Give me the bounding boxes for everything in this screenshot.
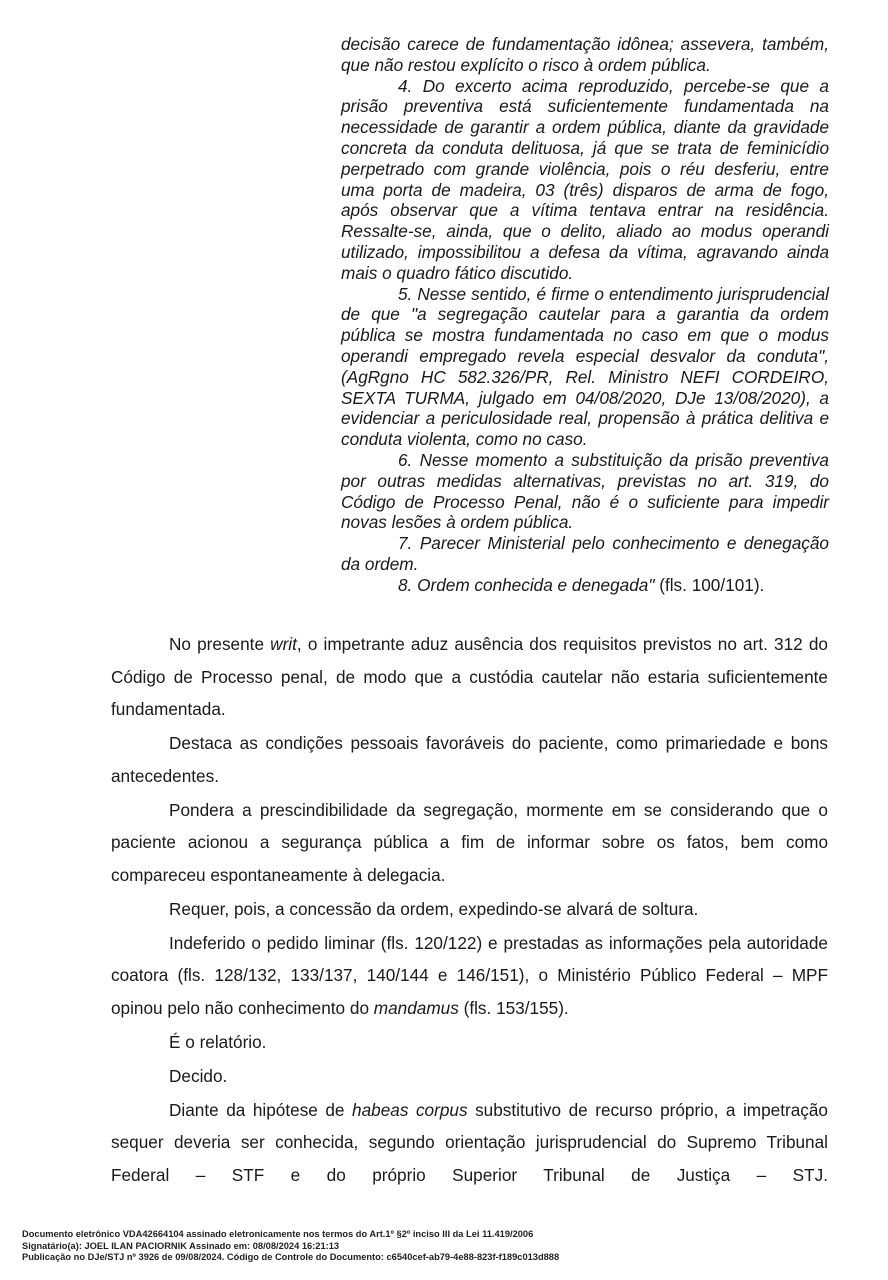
body-paragraph (111, 628, 828, 726)
body-text: , o impetrante aduz ausência dos requisitos previstos no art. 312 do Código de Processo penal, de modo que a custódia cautelar não estaria suficientemente fundamentada. (111, 634, 828, 719)
body-emphasis: habeas corpus (352, 1099, 468, 1120)
quote-paragraph: 6. Nesse momento a substituição da prisão preventiva por outras medidas alternativas, previstas no art. 319, do Código de Processo Penal, não é o suficiente para impedir novas lesões à ordem pública. (341, 449, 829, 533)
body-paragraph: É o relatório. (169, 1031, 267, 1052)
quote-paragraph: 7. Parecer Ministerial pelo conhecimento e denegação da ordem. (341, 533, 829, 574)
document-body (111, 628, 828, 1193)
signature-footer (22, 1229, 559, 1264)
body-emphasis: mandamus (373, 997, 459, 1018)
footer-line: Signatário(a): JOEL ILAN PACIORNIK Assinado em: 08/08/2024 16:21:13 (22, 1240, 340, 1251)
body-text: substitutivo de recurso próprio, a impetração sequer deveria ser conhecida, segundo orientação jurisprudencial do Supremo Tribunal Federal – STF e do próprio Superior Tribunal de Justiça – STJ. (111, 1099, 828, 1185)
body-paragraph: Destaca as condições pessoais favoráveis do paciente, como primariedade e bons antecedentes. (111, 733, 828, 786)
quoted-excerpt (341, 34, 829, 596)
footer-line: Publicação no DJe/STJ nº 3926 de 09/08/2024. Código de Controle do Documento: c6540cef-ab79-4e88-823f-f189c013d888 (22, 1252, 560, 1263)
quote-paragraph: 5. Nesse sentido, é firme o entendimento jurisprudencial de que "a segregação cautelar para a garantia da ordem pública se mostra fundamentada no caso em que o modus operandi empregado revela especial desvalor da conduta", (AgRgno HC 582.326/PR, Rel. Ministro NEFI CORDEIRO, SEXTA TURMA, julgado em 04/08/2020, DJe 13/08/2020), a evidenciar a periculosidade real, propensão à prática delitiva e conduta violenta, como no caso. (341, 283, 829, 450)
body-emphasis: writ (270, 634, 297, 654)
body-text: No presente (169, 634, 271, 654)
quote-text: 8. Ordem conhecida e denegada" (398, 574, 655, 595)
body-text: Indeferido o pedido liminar (fls. 120/122) e prestadas as informações pela autoridade coatora (fls. 128/132, 133/137, 140/144 e 146/151), o Ministério Público Federal – MPF opinou pelo não conhecimento do (111, 932, 828, 1018)
body-text: (fls. 153/155). (458, 997, 569, 1018)
footer-line: Documento eletrônico VDA42664104 assinado eletronicamente nos termos do Art.1º §2º inciso III da Lei 11.419/2006 (22, 1229, 534, 1239)
body-paragraph: Pondera a prescindibilidade da segregação, mormente em se considerando que o paciente acionou a segurança pública a fim de informar sobre os fatos, bem como compareceu espontaneamente à delegacia. (111, 799, 828, 885)
quote-paragraph: 4. Do excerto acima reproduzido, percebe-se que a prisão preventiva está suficientemente fundamentada na necessidade de garantir a ordem pública, diante da gravidade concreta da conduta delituosa, já que se trata de feminicídio perpetrado com grande violência, pois o réu desferiu, entre uma porta de madeira, 03 (três) disparos de arma de fogo, após observar que a vítima tentava entrar na residência. Ressalte-se, ainda, que o delito, aliado ao modus operandi utilizado, impossibilitou a defesa da vítima, agravando ainda mais o quadro fático discutido. (341, 75, 829, 283)
quote-paragraph (341, 575, 829, 596)
body-paragraph (111, 927, 828, 1025)
body-text: Diante da hipótese de (169, 1099, 353, 1120)
body-paragraph: Decido. (169, 1065, 228, 1086)
body-paragraph: Requer, pois, a concessão da ordem, expedindo-se alvará de soltura. (169, 898, 699, 919)
quote-paragraph: decisão carece de fundamentação idônea; assevera, também, que não restou explícito o risco à ordem pública. (341, 34, 829, 75)
body-paragraph (111, 1094, 828, 1192)
page-reference: (fls. 100/101). (654, 574, 765, 595)
